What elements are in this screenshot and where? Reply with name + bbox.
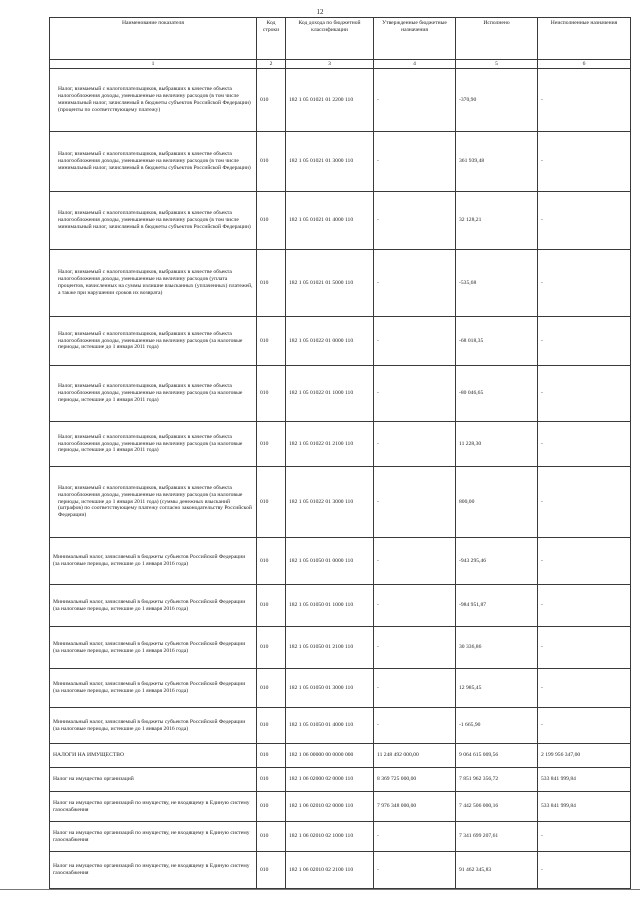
executed-value: 7 341 699 207,61	[456, 822, 538, 852]
table-row	[50, 627, 631, 669]
executed-value: 11 228,30	[456, 422, 538, 467]
table-row	[50, 467, 631, 538]
approved-value: 8 369 725 000,00	[374, 768, 456, 792]
line-code: 010	[257, 627, 286, 669]
indicator-name: Минимальный налог, зачисляемый в бюджеты субъектов Российской Федерации (за налоговые периоды, истекшие до 1 января 2016 года)	[50, 538, 257, 585]
line-code: 010	[257, 422, 286, 467]
unexecuted-value: -	[538, 366, 631, 422]
column-number: 2	[257, 60, 286, 69]
line-code: 010	[257, 467, 286, 538]
column-number-row	[50, 60, 631, 69]
line-code: 010	[257, 132, 286, 192]
table-row	[50, 669, 631, 708]
column-number: 5	[456, 60, 538, 69]
income-code: 182 1 06 02010 02 0000 110	[286, 792, 374, 822]
unexecuted-value: -	[538, 669, 631, 708]
unexecuted-value: -	[538, 708, 631, 744]
income-code: 182 1 05 01050 01 1000 110	[286, 585, 374, 627]
income-code: 182 1 05 01050 01 3000 110	[286, 669, 374, 708]
column-number: 4	[374, 60, 456, 69]
income-code: 182 1 05 01021 01 3000 110	[286, 132, 374, 192]
line-code: 010	[257, 792, 286, 822]
indicator-name: Налог, взимаемый с налогоплательщиков, выбравших в качестве объекта налогообложения доходы, уменьшенные на величину расходов (в том числе минимальный налог, зачисляемый в бюджеты субъектов Российской Федерации)	[50, 192, 257, 250]
column-number: 1	[50, 60, 257, 69]
indicator-name: Налог, взимаемый с налогоплательщиков, выбравших в качестве объекта налогообложения доходы, уменьшенные на величину расходов (в том числе минимальный налог, зачисляемый в бюджеты субъектов Российской Федерации) (проценты по соответствующему платежу)	[50, 69, 257, 132]
executed-value: -943 295,46	[456, 538, 538, 585]
unexecuted-value: -	[538, 192, 631, 250]
indicator-name: НАЛОГИ НА ИМУЩЕСТВО	[50, 744, 257, 768]
unexecuted-value: 533 841 999,84	[538, 792, 631, 822]
page-number: 12	[316, 8, 324, 16]
line-code: 010	[257, 768, 286, 792]
unexecuted-value: 2 199 956 347,00	[538, 744, 631, 768]
unexecuted-value: -	[538, 69, 631, 132]
income-code: 182 1 05 01021 01 5000 110	[286, 250, 374, 317]
indicator-name: Налог, взимаемый с налогоплательщиков, выбравших в качестве объекта налогообложения доходы, уменьшенные на величину расходов (в том числе минимальный налог, зачисляемый в бюджеты субъектов Российской Федерации)	[50, 132, 257, 192]
executed-value: -68 018,35	[456, 317, 538, 366]
header-executed: Исполнено	[456, 18, 538, 60]
approved-value: -	[374, 317, 456, 366]
executed-value: 9 064 615 009,56	[456, 744, 538, 768]
income-code: 182 1 06 02010 02 2100 110	[286, 852, 374, 889]
income-code: 182 1 05 01050 01 4000 110	[286, 708, 374, 744]
executed-value: 7 442 506 000,16	[456, 792, 538, 822]
income-code: 182 1 05 01021 01 4000 110	[286, 192, 374, 250]
header-income-code: Код дохода по бюджетной классификации	[286, 18, 374, 60]
table-row	[50, 422, 631, 467]
approved-value: -	[374, 422, 456, 467]
approved-value: -	[374, 708, 456, 744]
executed-value: -535,68	[456, 250, 538, 317]
header-indicator-name: Наименование показателя	[50, 18, 257, 60]
approved-value: -	[374, 822, 456, 852]
line-code: 010	[257, 69, 286, 132]
table-row	[50, 192, 631, 250]
table-row	[50, 585, 631, 627]
executed-value: 91 462 345,83	[456, 852, 538, 889]
line-code: 010	[257, 366, 286, 422]
unexecuted-value: -	[538, 422, 631, 467]
income-code: 182 1 05 01050 01 2100 110	[286, 627, 374, 669]
indicator-name: Налог, взимаемый с налогоплательщиков, выбравших в качестве объекта налогообложения доходы, уменьшенные на величину расходов (за налоговые периоды, истекшие до 1 января 2011 года)	[50, 422, 257, 467]
approved-value: -	[374, 669, 456, 708]
unexecuted-value: -	[538, 250, 631, 317]
executed-value: -1 665,90	[456, 708, 538, 744]
approved-value: 11 248 492 000,00	[374, 744, 456, 768]
line-code: 010	[257, 744, 286, 768]
table-row	[50, 132, 631, 192]
unexecuted-value: -	[538, 467, 631, 538]
indicator-name: Налог на имущество организаций	[50, 768, 257, 792]
table-row	[50, 822, 631, 852]
unexecuted-value: -	[538, 627, 631, 669]
header-line-code: Код строки	[257, 18, 286, 60]
table-row	[50, 366, 631, 422]
executed-value: 12 985,45	[456, 669, 538, 708]
table-row	[50, 538, 631, 585]
unexecuted-value: 533 841 999,84	[538, 768, 631, 792]
executed-value: 7 851 962 356,72	[456, 768, 538, 792]
header-approved: Утвержденные бюджетные назначения	[374, 18, 456, 60]
approved-value: -	[374, 69, 456, 132]
executed-value: -80 046,65	[456, 366, 538, 422]
unexecuted-value: -	[538, 538, 631, 585]
income-code: 182 1 06 00000 00 0000 000	[286, 744, 374, 768]
approved-value: -	[374, 467, 456, 538]
approved-value: -	[374, 852, 456, 889]
indicator-name: Минимальный налог, зачисляемый в бюджеты субъектов Российской Федерации (за налоговые периоды, истекшие до 1 января 2016 года)	[50, 708, 257, 744]
indicator-name: Налог на имущество организаций по имуществу, не входящему в Единую систему газоснабжения	[50, 852, 257, 889]
line-code: 010	[257, 538, 286, 585]
approved-value: -	[374, 538, 456, 585]
table-row	[50, 744, 631, 768]
income-code: 182 1 05 01021 01 2200 110	[286, 69, 374, 132]
line-code: 010	[257, 317, 286, 366]
income-code: 182 1 05 01022 01 3000 110	[286, 467, 374, 538]
approved-value: -	[374, 250, 456, 317]
table-header-row	[50, 18, 631, 60]
executed-value: 800,00	[456, 467, 538, 538]
approved-value: -	[374, 192, 456, 250]
executed-value: 30 336,86	[456, 627, 538, 669]
executed-value: -984 951,87	[456, 585, 538, 627]
indicator-name: Налог, взимаемый с налогоплательщиков, выбравших в качестве объекта налогообложения доходы, уменьшенные на величину расходов (за налоговые периоды, истекшие до 1 января 2011 года)	[50, 317, 257, 366]
indicator-name: Налог на имущество организаций по имуществу, не входящему в Единую систему газоснабжения	[50, 792, 257, 822]
indicator-name: Минимальный налог, зачисляемый в бюджеты субъектов Российской Федерации (за налоговые периоды, истекшие до 1 января 2016 года)	[50, 585, 257, 627]
line-code: 010	[257, 585, 286, 627]
income-code: 182 1 05 01022 01 1000 110	[286, 366, 374, 422]
indicator-name: Минимальный налог, зачисляемый в бюджеты субъектов Российской Федерации (за налоговые периоды, истекшие до 1 января 2016 года)	[50, 669, 257, 708]
unexecuted-value: -	[538, 132, 631, 192]
table-row	[50, 317, 631, 366]
indicator-name: Налог на имущество организаций по имуществу, не входящему в Единую систему газоснабжения	[50, 822, 257, 852]
table-row	[50, 708, 631, 744]
line-code: 010	[257, 669, 286, 708]
column-number: 3	[286, 60, 374, 69]
indicator-name: Налог, взимаемый с налогоплательщиков, выбравших в качестве объекта налогообложения доходы, уменьшенные на величину расходов (уплата процентов, начисленных на суммы излишне взысканных (уплаченных) платежей, а также при нарушении сроков их возврата)	[50, 250, 257, 317]
table-row	[50, 852, 631, 889]
indicator-name: Минимальный налог, зачисляемый в бюджеты субъектов Российской Федерации (за налоговые периоды, истекшие до 1 января 2016 года)	[50, 627, 257, 669]
unexecuted-value: -	[538, 822, 631, 852]
table-row	[50, 69, 631, 132]
table-row	[50, 768, 631, 792]
unexecuted-value: -	[538, 852, 631, 889]
executed-value: 32 128,21	[456, 192, 538, 250]
line-code: 010	[257, 852, 286, 889]
approved-value: -	[374, 366, 456, 422]
income-code: 182 1 05 01022 01 2100 110	[286, 422, 374, 467]
approved-value: 7 976 348 000,00	[374, 792, 456, 822]
line-code: 010	[257, 192, 286, 250]
income-code: 182 1 06 02010 02 1000 110	[286, 822, 374, 852]
executed-value: -370,90	[456, 69, 538, 132]
executed-value: 361 939,48	[456, 132, 538, 192]
income-code: 182 1 05 01022 01 0000 110	[286, 317, 374, 366]
income-code: 182 1 05 01050 01 0000 110	[286, 538, 374, 585]
line-code: 010	[257, 708, 286, 744]
approved-value: -	[374, 585, 456, 627]
table-row	[50, 792, 631, 822]
line-code: 010	[257, 822, 286, 852]
unexecuted-value: -	[538, 585, 631, 627]
header-unexecuted: Неисполненные назначения	[538, 18, 631, 60]
budget-execution-table	[49, 17, 631, 889]
income-code: 182 1 06 02000 02 0000 110	[286, 768, 374, 792]
page-bottom-rule	[0, 889, 640, 890]
approved-value: -	[374, 627, 456, 669]
indicator-name: Налог, взимаемый с налогоплательщиков, выбравших в качестве объекта налогообложения доходы, уменьшенные на величину расходов (за налоговые периоды, истекшие до 1 января 2011 года)	[50, 366, 257, 422]
column-number: 6	[538, 60, 631, 69]
table-row	[50, 250, 631, 317]
indicator-name: Налог, взимаемый с налогоплательщиков, выбравших в качестве объекта налогообложения доходы, уменьшенные на величину расходов (за налоговые периоды, истекшие до 1 января 2011 года) (суммы денежных взысканий (штрафов) по соответствующему платежу согласно законодательству Российской Федерации)	[50, 467, 257, 538]
approved-value: -	[374, 132, 456, 192]
line-code: 010	[257, 250, 286, 317]
unexecuted-value: -	[538, 317, 631, 366]
